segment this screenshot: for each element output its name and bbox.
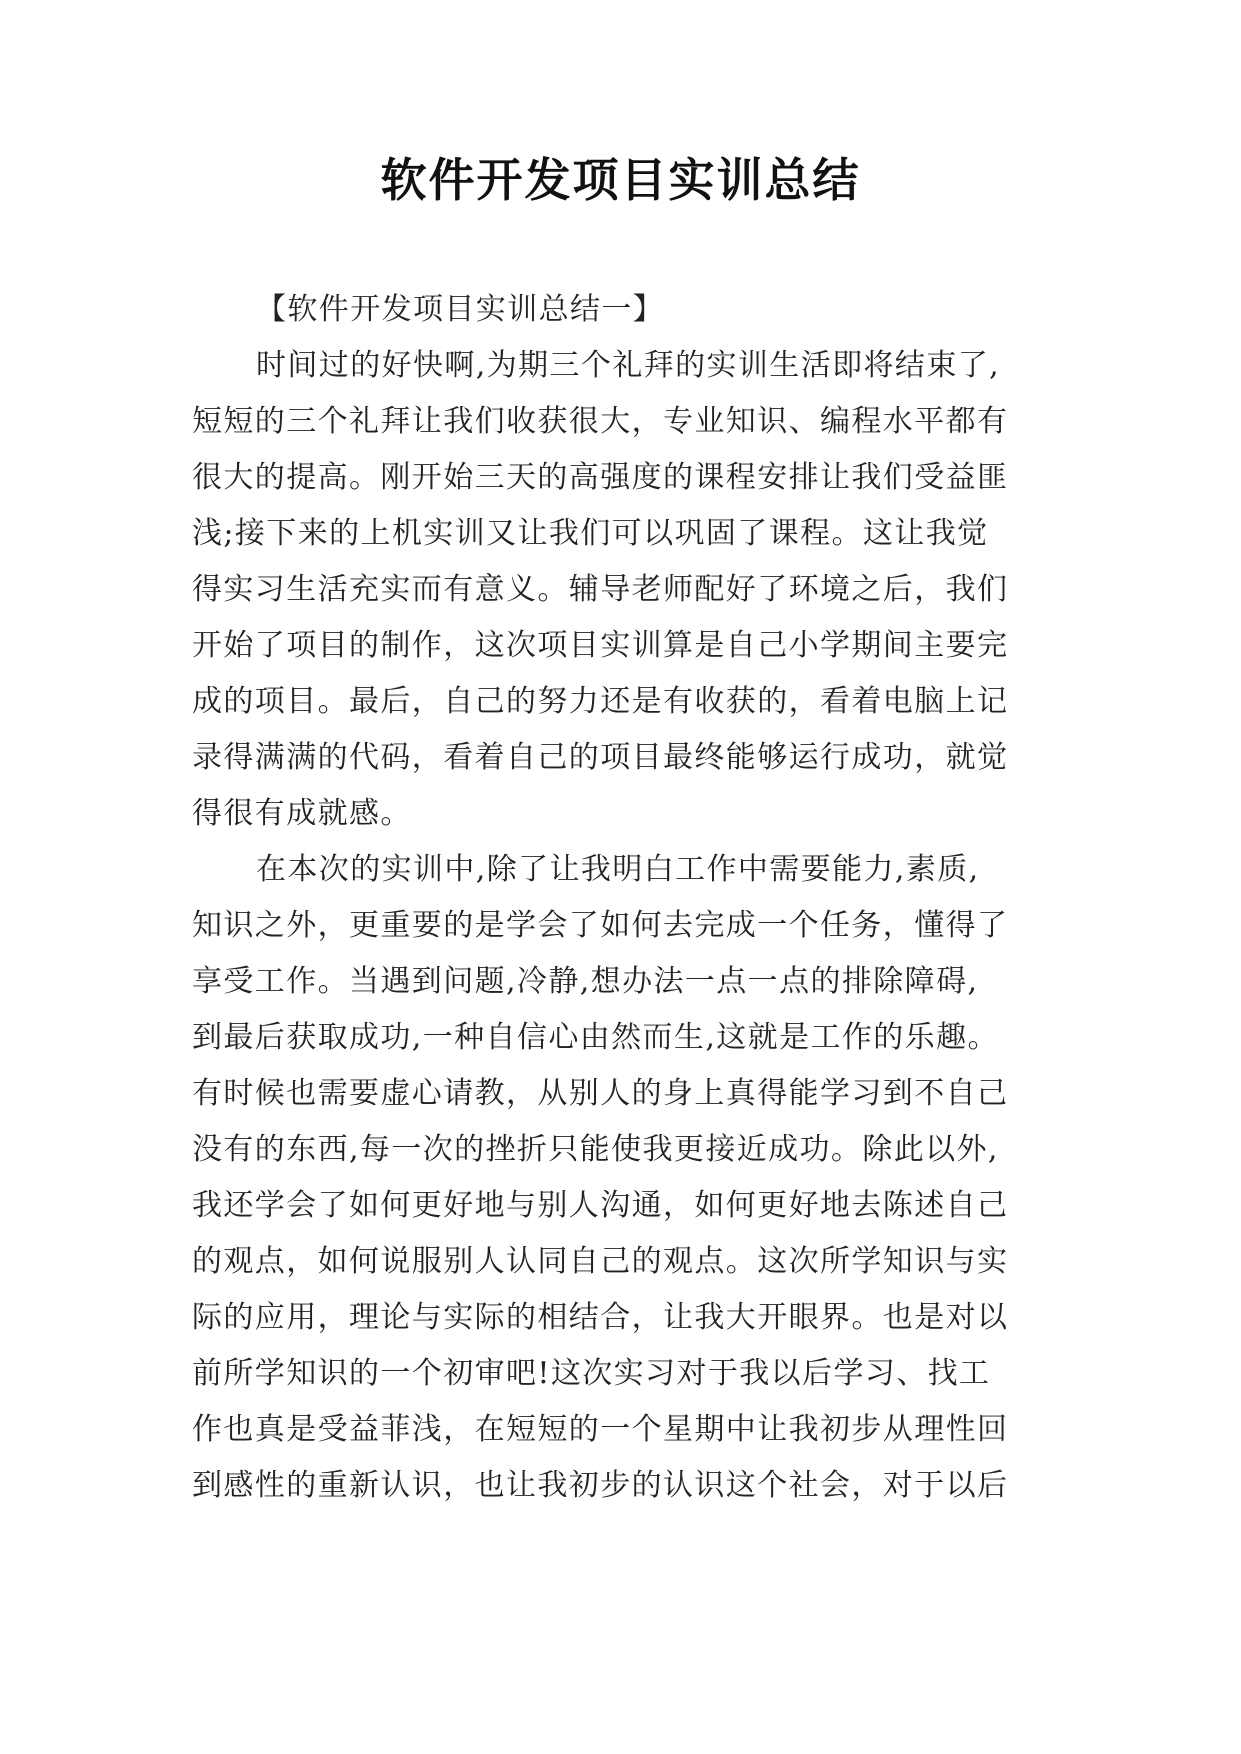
- paragraph-line: 享受工作。当遇到问题,冷静,想办法一点一点的排除障碍,: [192, 964, 979, 999]
- paragraph-1: [192, 338, 1058, 842]
- paragraph-line: 我还学会了如何更好地与别人沟通，如何更好地去陈述自己: [192, 1188, 1009, 1223]
- paragraph-line: 时间过的好快啊,为期三个礼拜的实训生活即将结束了,: [256, 348, 1001, 383]
- paragraph-line: 在本次的实训中,除了让我明白工作中需要能力,素质,: [256, 852, 980, 887]
- paragraph-line: 成的项目。最后，自己的努力还是有收获的，看着电脑上记: [192, 684, 1009, 719]
- paragraph-line: 作也真是受益菲浅，在短短的一个星期中让我初步从理性回: [192, 1412, 1009, 1447]
- paragraph-line: 得很有成就感。: [192, 796, 412, 831]
- paragraph-line: 没有的东西,每一次的挫折只能使我更接近成功。除此以外,: [192, 1132, 999, 1167]
- paragraph-line: 的观点，如何说服别人认同自己的观点。这次所学知识与实: [192, 1244, 1009, 1279]
- paragraph-line: 有时候也需要虚心请教，从别人的身上真得能学习到不自己: [192, 1076, 1009, 1111]
- paragraph-line: 得实习生活充实而有意义。辅导老师配好了环境之后，我们: [192, 572, 1009, 607]
- document-body: [192, 282, 1058, 1514]
- paragraph-line: 到感性的重新认识，也让我初步的认识这个社会，对于以后: [192, 1468, 1009, 1503]
- paragraph-line: 际的应用，理论与实际的相结合，让我大开眼界。也是对以: [192, 1300, 1009, 1335]
- paragraph-line: 录得满满的代码，看着自己的项目最终能够运行成功，就觉: [192, 740, 1009, 775]
- paragraph-line: 知识之外，更重要的是学会了如何去完成一个任务，懂得了: [192, 908, 1009, 943]
- paragraph-line: 浅;接下来的上机实训又让我们可以巩固了课程。这让我觉: [192, 516, 989, 551]
- document-title: 软件开发项目实训总结: [380, 153, 861, 207]
- paragraph-line: 前所学知识的一个初审吧!这次实习对于我以后学习、找工: [192, 1356, 991, 1391]
- paragraph-2: [192, 842, 1058, 1514]
- paragraph-line: 短短的三个礼拜让我们收获很大，专业知识、编程水平都有: [192, 404, 1009, 439]
- section-heading: 【软件开发项目实训总结一】: [256, 292, 665, 327]
- paragraph-line: 开始了项目的制作，这次项目实训算是自己小学期间主要完: [192, 628, 1009, 663]
- paragraph-line: 到最后获取成功,一种自信心由然而生,这就是工作的乐趣。: [192, 1020, 999, 1055]
- paragraph-line: 很大的提高。刚开始三天的高强度的课程安排让我们受益匪: [192, 460, 1009, 495]
